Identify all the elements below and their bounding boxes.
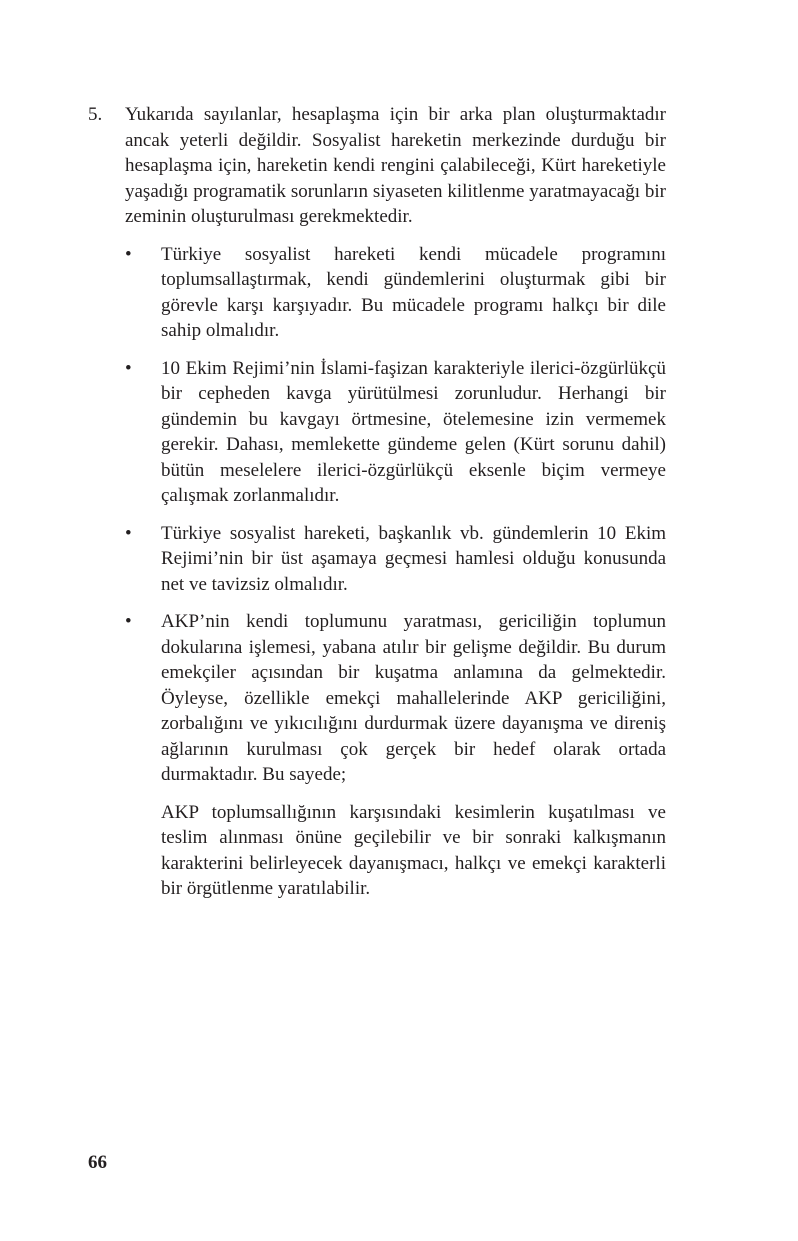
bullet-paragraph: Türkiye sosyalist hareketi kendi mücadele programını toplumsallaştırmak, kendi gündemlerini oluşturmak gibi bir görevle karşı karşıyadır. Bu mücadele programı halkçı bir dile sahip olmalıdır.	[161, 243, 666, 341]
numbered-item-paragraph: Yukarıda sayılanlar, hesaplaşma için bir arka plan oluşturmaktadır ancak yeterli değildir. Sosyalist hareketin merkezinde durduğu bir hesaplaşma için, hareketin kendi rengini çalabileceği, Kürt hareketiyle yaşadığı programatik sorunların siyaseten kilitlenme yaratmayacağı bir zeminin oluşturulması gerekmektedir.	[125, 104, 666, 227]
bullet-item	[125, 521, 666, 598]
bullet-icon: •	[125, 243, 132, 265]
bullet-paragraph: 10 Ekim Rejimi’nin İslami-faşizan karakteriyle ilerici-özgürlükçü bir cepheden kavga yürütülmesi zorunludur. Herhangi bir gündemin bu kavgayı örtmesine, ötelemesine izin vermemek gerekir. Dahası, memlekette gündeme gelen (Kürt sorunu dahil) bütün meselelere ilerici-özgürlükçü eksenle biçim vermeye çalışmak zorlanmalıdır.	[161, 357, 666, 506]
list-number: 5.	[88, 104, 103, 125]
continuation-paragraph: AKP toplumsallığının karşısındaki kesimlerin kuşatılması ve teslim alınması önüne geçilebilir ve bir sonraki kalkışmanın karakterini belirleyecek dayanışmacı, halkçı ve emekçi karakterli bir örgütlenme yaratılabilir.	[161, 801, 666, 899]
bullet-item	[125, 356, 666, 509]
bullet-icon: •	[125, 522, 132, 544]
page-content	[88, 102, 666, 902]
bullet-item	[125, 609, 666, 788]
numbered-list-item	[88, 102, 666, 230]
page-number: 66	[88, 1152, 107, 1173]
bullet-paragraph: Türkiye sosyalist hareketi, başkanlık vb. gündemlerin 10 Ekim Rejimi’nin bir üst aşamaya geçmesi hamlesi olduğu konusunda net ve tavizsiz olmalıdır.	[161, 522, 666, 595]
bullet-icon: •	[125, 357, 132, 379]
bullet-list	[125, 242, 666, 902]
bullet-icon: •	[125, 611, 132, 632]
bullet-paragraph: AKP’nin kendi toplumunu yaratması, gericiliğin toplumun dokularına işlemesi, yabana atılır bir gelişme değildir. Bu durum emekçiler açısından bir kuşatma anlamına da gelmektedir. Öyleyse, özellikle emekçi mahallelerinde AKP gericiliğini, zorbalığını ve yıkıcılığını durdurmak üzere dayanışma ve direniş ağlarının kurulması çok gerçek bir hedef olarak ortada durmaktadır. Bu sayede;	[161, 611, 666, 785]
bullet-item	[125, 242, 666, 344]
